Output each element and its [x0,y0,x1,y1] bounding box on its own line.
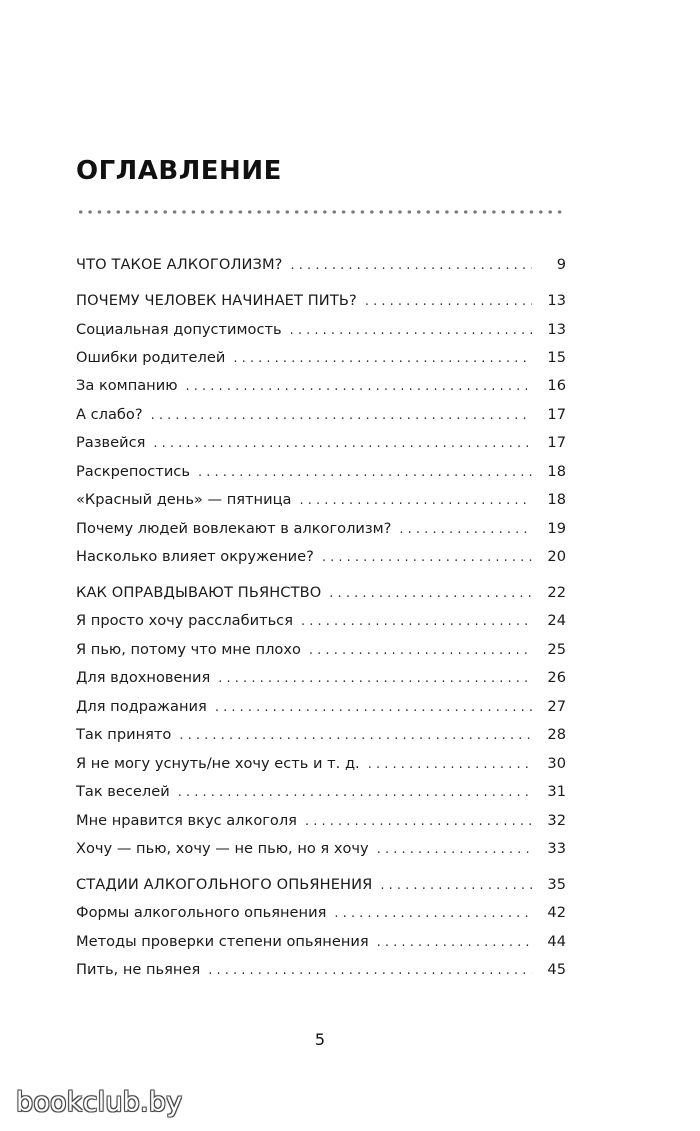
dot-leader [208,963,532,978]
dot-leader [322,550,532,565]
toc-entry-page: 19 [547,520,566,537]
dot-leader [365,294,532,309]
toc-entry-label: Формы алкогольного опьянения [76,904,327,921]
toc-entry [76,933,566,955]
toc-entry-page: 13 [547,321,566,338]
toc-entry [76,612,566,634]
toc-entry [76,783,566,805]
toc-entry [76,726,566,748]
toc-entry-page: 25 [547,641,566,658]
dot-leader [218,671,532,686]
toc-entry [76,321,566,343]
toc-entry-label: Почему людей вовлекают в алкоголизм? [76,520,392,537]
toc-entry [76,463,566,485]
toc-entry-label: Хочу — пью, хочу — не пью, но я хочу [76,840,369,857]
toc-entry-page: 20 [547,548,566,565]
dotted-divider [76,210,566,214]
toc-entry-label: Ошибки родителей [76,349,226,366]
toc-entry-page: 42 [547,904,566,921]
toc-entry [76,349,566,371]
page-number: 5 [314,1030,326,1049]
toc-entry [76,961,566,983]
toc-entry-page: 31 [547,783,566,800]
dot-leader [198,465,532,480]
toc-entry-label: ЧТО ТАКОЕ АЛКОГОЛИЗМ? [76,256,283,273]
dot-leader [305,814,532,829]
toc-entry-label: «Красный день» — пятница [76,491,292,508]
toc-entry-label: Раскрепостись [76,463,190,480]
toc-section-entry [76,256,566,278]
toc-entry-page: 44 [547,933,566,950]
toc-entry-label: ПОЧЕМУ ЧЕЛОВЕК НАЧИНАЕТ ПИТЬ? [76,292,357,309]
toc-entry-page: 22 [547,584,566,601]
dot-leader [301,614,532,629]
toc-section-entry [76,292,566,314]
dot-leader [329,586,532,601]
toc-entry-label: КАК ОПРАВДЫВАЮТ ПЬЯНСТВО [76,584,322,601]
page-title: ОГЛАВЛЕНИЕ [76,156,282,186]
toc-entry-page: 32 [547,812,566,829]
toc-entry-label: Методы проверки степени опьянения [76,933,369,950]
toc-entry-page: 27 [547,698,566,715]
dot-leader [377,935,532,950]
toc-entry-page: 17 [547,434,566,451]
toc-entry-page: 33 [547,840,566,857]
dot-leader [399,522,532,537]
toc-entry-page: 35 [547,876,566,893]
dot-leader [299,493,532,508]
dot-leader [309,643,532,658]
toc-entry-label: СТАДИИ АЛКОГОЛЬНОГО ОПЬЯНЕНИЯ [76,876,373,893]
toc-entry-page: 28 [547,726,566,743]
toc-entry [76,698,566,720]
toc-entry [76,812,566,834]
dot-leader [290,323,532,338]
toc-entry-label: Насколько влияет окружение? [76,548,314,565]
toc-entry [76,755,566,777]
toc-entry-label: Я не могу уснуть/не хочу есть и т. д. [76,755,360,772]
toc-entry-label: Для вдохновения [76,669,211,686]
toc-entry-page: 9 [556,256,566,273]
dot-leader [215,700,532,715]
toc-entry-page: 45 [547,961,566,978]
toc-entry-page: 17 [547,406,566,423]
toc-entry [76,840,566,862]
toc-entry-label: Мне нравится вкус алкоголя [76,812,297,829]
toc-entry [76,641,566,663]
toc-entry-label: За компанию [76,377,178,394]
toc-entry-label: Я пью, потому что мне плохо [76,641,301,658]
toc-entry-page: 15 [547,349,566,366]
toc-entry-label: Для подражания [76,698,207,715]
toc-section-entry [76,876,566,898]
toc-entry-label: Социальная допустимость [76,321,282,338]
dot-leader [153,436,532,451]
toc-entry [76,904,566,926]
toc-entry-label: А слабо? [76,406,143,423]
toc-entry-page: 18 [547,463,566,480]
dot-leader [380,878,532,893]
toc-entry [76,491,566,513]
toc-entry-page: 26 [547,669,566,686]
toc-entry [76,434,566,456]
toc-entry-label: Так веселей [76,783,170,800]
dot-leader [233,351,532,366]
toc-entry-label: Я просто хочу расслабиться [76,612,293,629]
dot-leader [178,785,532,800]
dot-leader [186,379,533,394]
dot-leader [368,757,532,772]
toc-entry-page: 24 [547,612,566,629]
toc-entry-page: 18 [547,491,566,508]
toc-entry-page: 30 [547,755,566,772]
dot-leader [151,408,532,423]
dot-leader [179,728,532,743]
toc-section-entry [76,584,566,606]
toc-entry-page: 13 [547,292,566,309]
dot-leader [377,842,532,857]
dot-leader [334,906,532,921]
dot-leader [291,258,532,273]
watermark-logo: bookclub.by [16,1087,183,1118]
toc-entry [76,520,566,542]
toc-entry-label: Так принято [76,726,172,743]
toc-entry [76,669,566,691]
toc-entry [76,377,566,399]
toc-entry-label: Пить, не пьянея [76,961,201,978]
toc-entry [76,406,566,428]
toc-entry-label: Развейся [76,434,146,451]
toc-entry [76,548,566,570]
toc-entry-page: 16 [547,377,566,394]
